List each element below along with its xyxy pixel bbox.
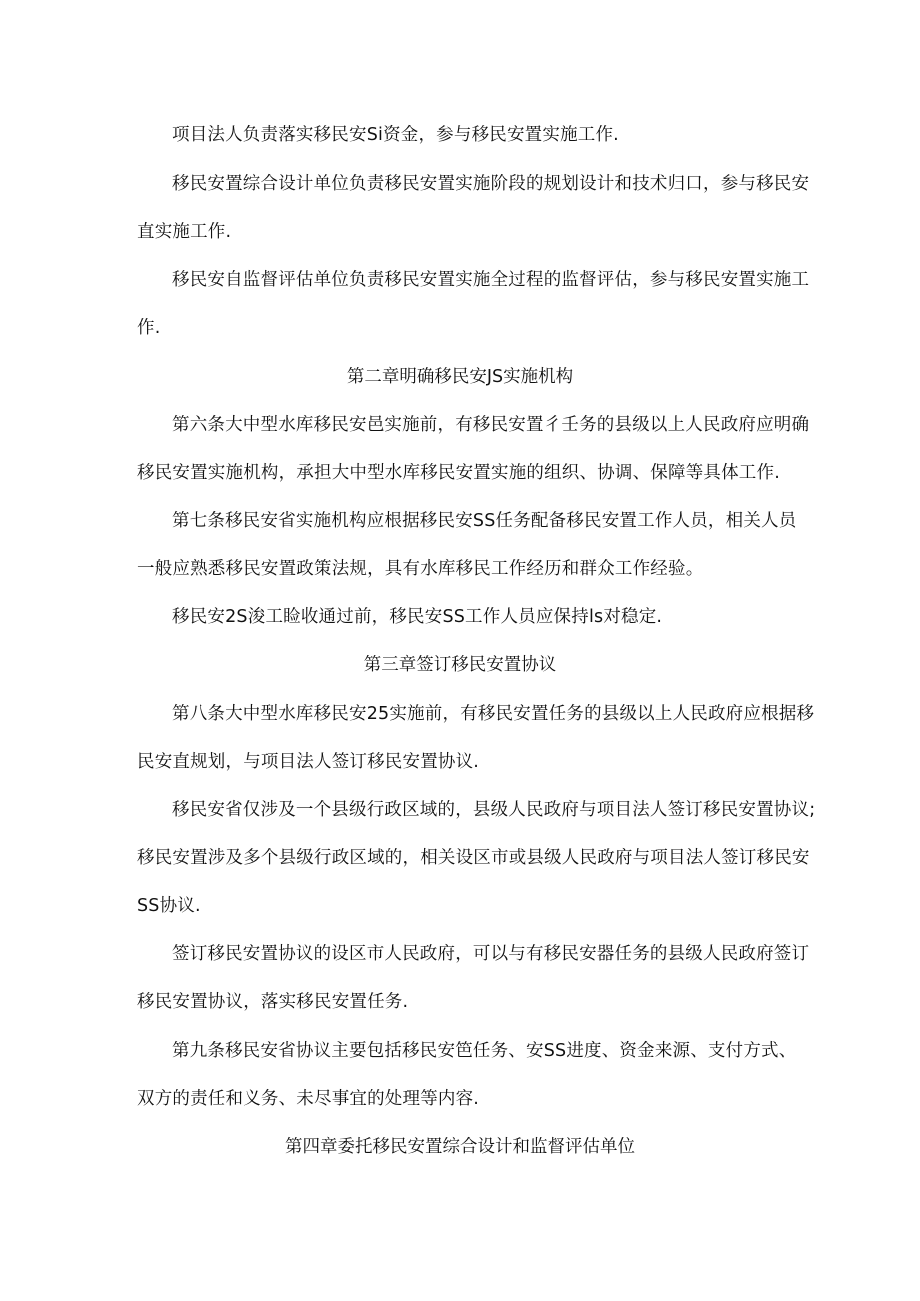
paragraph-line: SS协议. xyxy=(137,896,201,916)
paragraph-line: 移民安自监督评估单位负责移民安置实施全过程的监督评估，参与移民安置实施工 xyxy=(172,270,810,290)
paragraph-line: 直实施工作. xyxy=(137,222,232,242)
paragraph-line: 第七条移民安省实施机构应根据移民安SS任务配备移民安置工作人员，相关人员 xyxy=(172,511,797,531)
paragraph-line: 签订移民安置协议的设区市人民政府，可以与有移民安器任务的县级人民政府签订 xyxy=(172,944,810,964)
paragraph-line: 第六条大中型水库移民安邑实施前，有移民安置彳壬务的县级以上人民政府应明确 xyxy=(172,415,810,435)
paragraph-line: 作. xyxy=(137,318,161,338)
paragraph-line: 移民安省仅涉及一个县级行政区域的，县级人民政府与项目法人签订移民安置协议; xyxy=(172,800,816,820)
paragraph-line: 移民安置综合设计单位负责移民安置实施阶段的规划设计和技术归口，参与移民安 xyxy=(172,174,810,194)
chapter-heading: 第二章明确移民安JS实施机构 xyxy=(346,367,574,387)
chapter-heading: 第三章签订移民安置协议 xyxy=(363,655,557,675)
paragraph-line: 移民安置协议，落实移民安置任务. xyxy=(137,992,409,1012)
paragraph-line: 移民安置实施机构，承担大中型水库移民安置实施的组织、协调、保障等具体工作. xyxy=(137,463,780,483)
paragraph-line: 第九条移民安省协议主要包括移民安笆任务、安SS进度、资金来源、支付方式、 xyxy=(172,1041,797,1061)
paragraph-line: 移民安2S浚工睑收通过前，移民安SS工作人员应保持ls对稳定. xyxy=(172,607,663,627)
paragraph-line: 移民安置涉及多个县级行政区域的，相关设区市或县级人民政府与项目法人签订移民安 xyxy=(137,848,810,868)
paragraph-line: 民安直规划，与项目法人签订移民安置协议. xyxy=(137,752,480,772)
paragraph-line: 一般应熟悉移民安置政策法规，具有水库移民工作经历和群众工作经验。 xyxy=(137,559,704,579)
chapter-heading: 第四章委托移民安置综合设计和监督评估单位 xyxy=(285,1137,635,1157)
paragraph-line: 双方的责任和义务、未尽事宜的处理等内容. xyxy=(137,1089,480,1109)
paragraph-line: 第八条大中型水库移民安25实施前，有移民安置任务的县级以上人民政府应根据移 xyxy=(172,704,815,724)
paragraph-line: 项目法人负责落实移民安Si资金，参与移民安置实施工作. xyxy=(172,125,619,145)
